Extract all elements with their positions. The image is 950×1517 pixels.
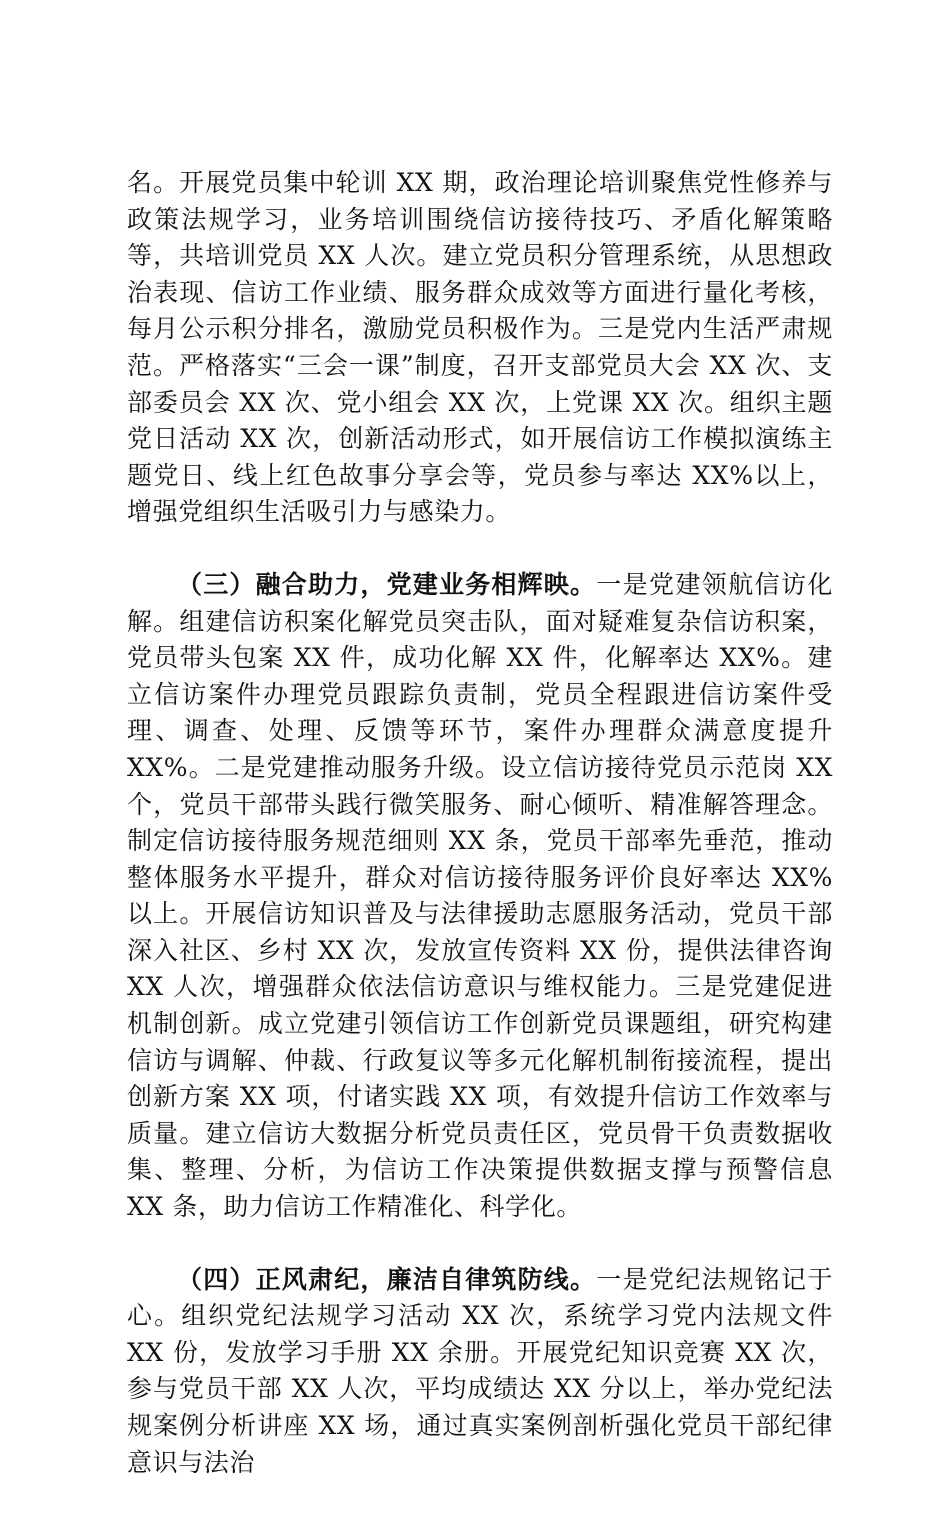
paragraph-section-three [127, 567, 833, 1226]
paragraph-body: 名。开展党员集中轮训 XX 期，政治理论培训聚焦党性修养与政策法规学习，业务培训围绕信访接待技巧、矛盾化解策略等，共培训党员 XX 人次。建立党员积分管理系统，从思想政治表现、信访工作业绩、服务群众成效等方面进行量化考核，每月公示积分排名，激励党员积极作为。三是党内生活严肃规范。严格落实“三会一课”制度，召开支部党员大会 XX 次、支部委员会 XX 次、党小组会 XX 次，上党课 XX 次。组织主题党日活动 XX 次，创新活动形式，如开展信访工作模拟演练主题党日、线上红色故事分享会等，党员参与率达 XX%以上，增强党组织生活吸引力与感染力。 [127, 168, 833, 527]
document-page [127, 165, 833, 1517]
paragraph-section-four [127, 1262, 833, 1482]
section-heading: （四）正风肃纪，廉洁自律筑防线。 [177, 1264, 597, 1294]
paragraph-continued [127, 165, 833, 531]
paragraph-body: 一是党建领航信访化解。组建信访积案化解党员突击队，面对疑难复杂信访积案，党员带头包案 XX 件，成功化解 XX 件，化解率达 XX%。建立信访案件办理党员跟踪负责制，党员全程跟进信访案件受理、调查、处理、反馈等环节，案件办理群众满意度提升 XX%。二是党建推动服务升级。设立信访接待党员示范岗 XX 个，党员干部带头践行微笑服务、耐心倾听、精准解答理念。制定信访接待服务规范细则 XX 条，党员干部率先垂范，推动整体服务水平提升，群众对信访接待服务评价良好率达 XX%以上。开展信访知识普及与法律援助志愿服务活动，党员干部深入社区、乡村 XX 次，发放宣传资料 XX 份，提供法律咨询 XX 人次，增强群众依法信访意识与维权能力。三是党建促进机制创新。成立党建引领信访工作创新党员课题组，研究构建信访与调解、仲裁、行政复议等多元化解机制衔接流程，提出创新方案 XX 项，付诸实践 XX 项，有效提升信访工作效率与质量。建立信访大数据分析党员责任区，党员骨干负责数据收集、整理、分析，为信访工作决策提供数据支撑与预警信息 XX 条，助力信访工作精准化、科学化。 [127, 569, 833, 1222]
section-heading: （三）融合助力，党建业务相辉映。 [177, 569, 597, 599]
paragraph-body: 一是党纪法规铭记于心。组织党纪法规学习活动 XX 次，系统学习党内法规文件 XX 份，发放学习手册 XX 余册。开展党纪知识竞赛 XX 次，参与党员干部 XX 人次，平均成绩达 XX 分以上，举办党纪法规案例分析讲座 XX 场，通过真实案例剖析强化党员干部纪律意识与法治 [127, 1264, 833, 1477]
